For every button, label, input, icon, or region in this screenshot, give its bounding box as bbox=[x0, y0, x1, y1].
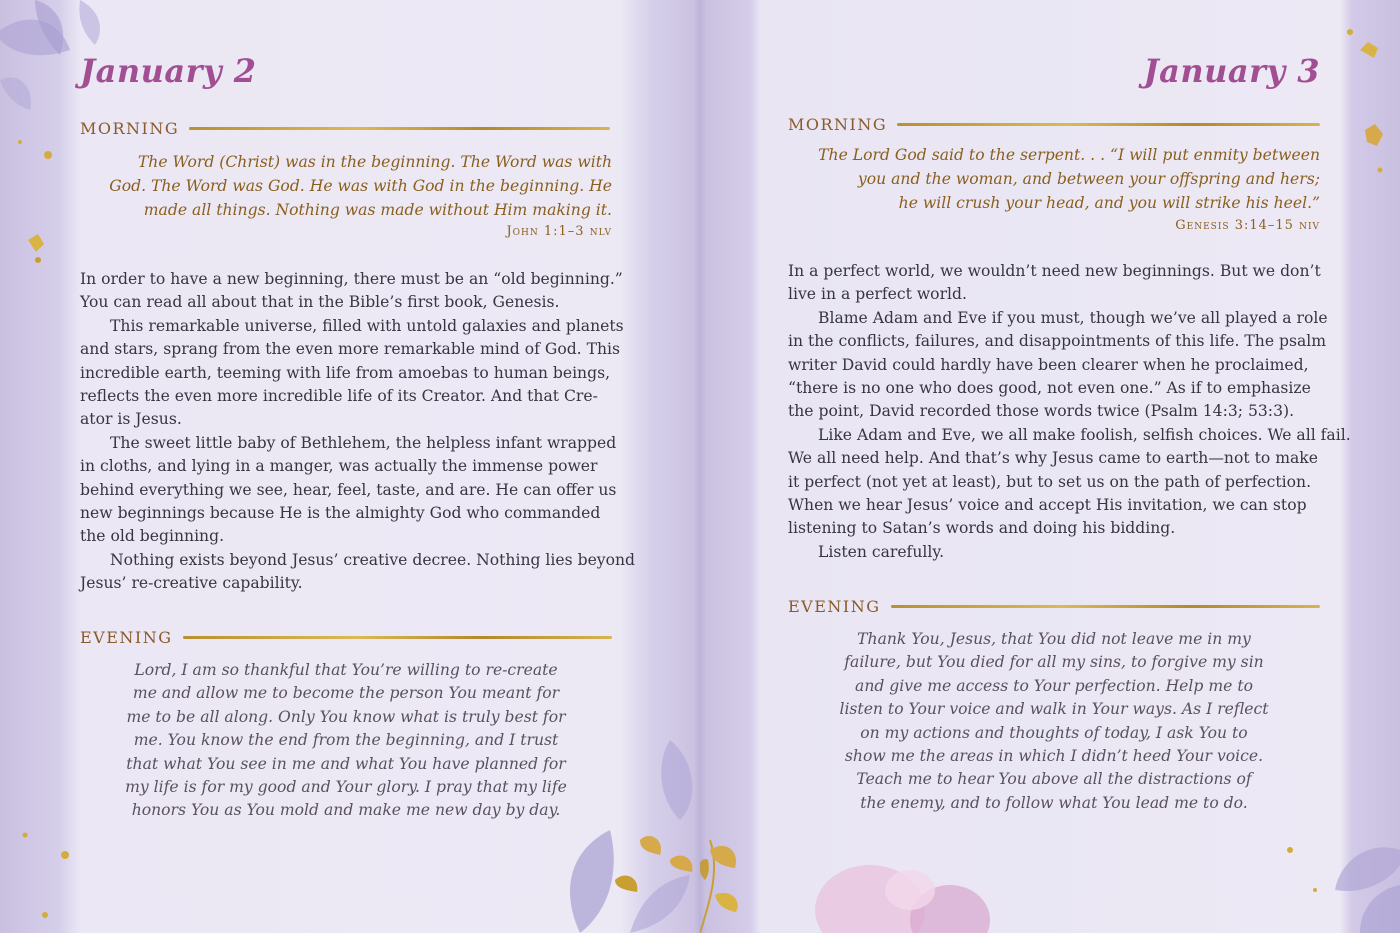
prayer-line: failure, but You died for all my sins, to forgive my sin bbox=[844, 653, 1264, 672]
body-paragraph bbox=[788, 424, 1351, 541]
body-paragraph bbox=[788, 260, 1320, 307]
prayer-line: Teach me to hear You above all the distractions of bbox=[856, 770, 1252, 789]
body-line: This remarkable universe, filled with untold galaxies and planets bbox=[110, 316, 624, 335]
morning-label: MORNING bbox=[80, 118, 180, 138]
body-line: the old beginning. bbox=[80, 527, 225, 546]
prayer-line: Thank You, Jesus, that You did not leave me in my bbox=[857, 630, 1251, 648]
devotional-body bbox=[788, 260, 1351, 564]
body-line: listening to Satan’s words and doing his bidding. bbox=[788, 519, 1176, 538]
body-line: the point, David recorded those words twice (Psalm 14:3; 53:3). bbox=[788, 402, 1295, 421]
gold-fleck-icon bbox=[15, 820, 85, 930]
body-paragraph bbox=[80, 268, 623, 315]
verse-line: God. The Word was God. He was with God in the beginning. He bbox=[109, 177, 612, 195]
devotional-body bbox=[80, 268, 636, 596]
body-line: Nothing exists beyond Jesus’ creative decree. Nothing lies beyond bbox=[110, 550, 636, 569]
prayer-line: my life is for my good and Your glory. I pray that my life bbox=[125, 778, 567, 797]
evening-section-header bbox=[788, 596, 1320, 616]
body-paragraph bbox=[788, 541, 1320, 564]
gold-rule bbox=[189, 127, 610, 130]
body-line: Blame Adam and Eve if you must, though we’ve all played a role bbox=[818, 308, 1328, 327]
body-line: “there is no one who does good, not even one.” As if to emphasize bbox=[788, 379, 1311, 398]
body-paragraph bbox=[788, 307, 1328, 424]
body-line: it perfect (not yet at least), but to set us on the path of perfection. bbox=[788, 472, 1312, 491]
body-line: The sweet little baby of Bethlehem, the helpless infant wrapped bbox=[110, 433, 617, 452]
verse-line: The Lord God said to the serpent. . . “I will put enmity between bbox=[818, 146, 1320, 164]
prayer-line: that what You see in me and what You have planned for bbox=[126, 754, 566, 773]
prayer-line: and give me access to Your perfection. Help me to bbox=[855, 676, 1253, 695]
prayer-line: me and allow me to become the person You meant for bbox=[132, 684, 560, 703]
body-line: in cloths, and lying in a manger, was actually the immense power bbox=[80, 457, 598, 476]
gold-rule bbox=[183, 636, 612, 639]
body-paragraph bbox=[80, 315, 624, 432]
body-line: and stars, sprang from the even more remarkable mind of God. This bbox=[80, 340, 621, 359]
body-line: in the conflicts, failures, and disappointments of this life. The psalm bbox=[788, 332, 1327, 351]
body-line: behind everything we see, hear, feel, taste, and are. He can offer us bbox=[80, 480, 617, 499]
prayer-line: Lord, I am so thankful that You’re willing to re-create bbox=[134, 661, 558, 679]
prayer-line: me to be all along. Only You know what is truly best for bbox=[126, 707, 566, 726]
pink-flower-icon bbox=[810, 840, 990, 933]
scripture-reference: John 1:1–3 nlv bbox=[506, 224, 612, 239]
body-line: new beginnings because He is the almighty God who commanded bbox=[80, 504, 601, 523]
right-page bbox=[700, 0, 1400, 933]
scripture-reference: Genesis 3:14–15 niv bbox=[1175, 218, 1320, 233]
prayer-line: the enemy, and to follow what You lead me to do. bbox=[860, 793, 1248, 812]
evening-prayer bbox=[80, 659, 612, 823]
body-line: We all need help. And that’s why Jesus came to earth—not to make bbox=[788, 449, 1318, 468]
body-line: You can read all about that in the Bible’s first book, Genesis. bbox=[80, 293, 560, 312]
book-gutter bbox=[694, 0, 706, 933]
morning-section-header bbox=[788, 114, 1320, 134]
page-date: January 3 bbox=[1143, 52, 1320, 90]
body-paragraph bbox=[80, 432, 617, 549]
gold-fleck-icon bbox=[8, 130, 68, 290]
prayer-line: me. You know the end from the beginning, and I trust bbox=[133, 731, 559, 750]
prayer-line: show me the areas in which I didn’t heed Your voice. bbox=[844, 747, 1264, 766]
gold-rule bbox=[897, 123, 1320, 126]
page-date: January 2 bbox=[80, 52, 257, 90]
body-line: In a perfect world, we wouldn’t need new beginnings. But we don’t bbox=[788, 262, 1321, 280]
body-line: ator is Jesus. bbox=[80, 410, 182, 429]
body-line: live in a perfect world. bbox=[788, 285, 967, 304]
body-line: In order to have a new beginning, there must be an “old beginning.” bbox=[80, 270, 623, 288]
prayer-line: listen to Your voice and walk in Your ways. As I reflect bbox=[839, 700, 1269, 719]
evening-label: EVENING bbox=[788, 596, 881, 616]
scripture-verse bbox=[82, 150, 612, 222]
prayer-line: on my actions and thoughts of today, I ask You to bbox=[860, 723, 1248, 742]
verse-line: you and the woman, and between your offspring and hers; bbox=[857, 170, 1320, 188]
body-paragraph bbox=[80, 549, 636, 596]
gold-fleck-icon bbox=[1330, 20, 1400, 190]
verse-line: made all things. Nothing was made without Him making it. bbox=[143, 201, 612, 219]
body-line: reflects the even more incredible life of its Creator. And that Cre- bbox=[80, 387, 598, 406]
body-line: incredible earth, teeming with life from amoebas to human beings, bbox=[80, 363, 611, 382]
body-line: writer David could hardly have been clearer when he proclaimed, bbox=[788, 355, 1309, 374]
evening-prayer bbox=[788, 628, 1320, 815]
verse-line: he will crush your head, and you will strike his heel.” bbox=[898, 194, 1320, 212]
lavender-leaf-icon bbox=[1260, 830, 1400, 933]
verse-line: The Word (Christ) was in the beginning. The Word was with bbox=[137, 153, 612, 171]
body-line: Like Adam and Eve, we all make foolish, selfish choices. We all fail. bbox=[818, 425, 1351, 444]
evening-label: EVENING bbox=[80, 627, 173, 647]
body-line: Jesus’ re-creative capability. bbox=[80, 574, 303, 593]
body-line: Listen carefully. bbox=[818, 542, 945, 561]
morning-section-header bbox=[80, 118, 610, 138]
morning-label: MORNING bbox=[788, 114, 888, 134]
scripture-verse bbox=[780, 143, 1320, 215]
body-line: When we hear Jesus’ voice and accept His invitation, we can stop bbox=[788, 496, 1307, 515]
evening-section-header bbox=[80, 627, 612, 647]
prayer-line: honors You as You mold and make me new day by day. bbox=[131, 801, 561, 820]
gold-rule bbox=[891, 605, 1320, 608]
